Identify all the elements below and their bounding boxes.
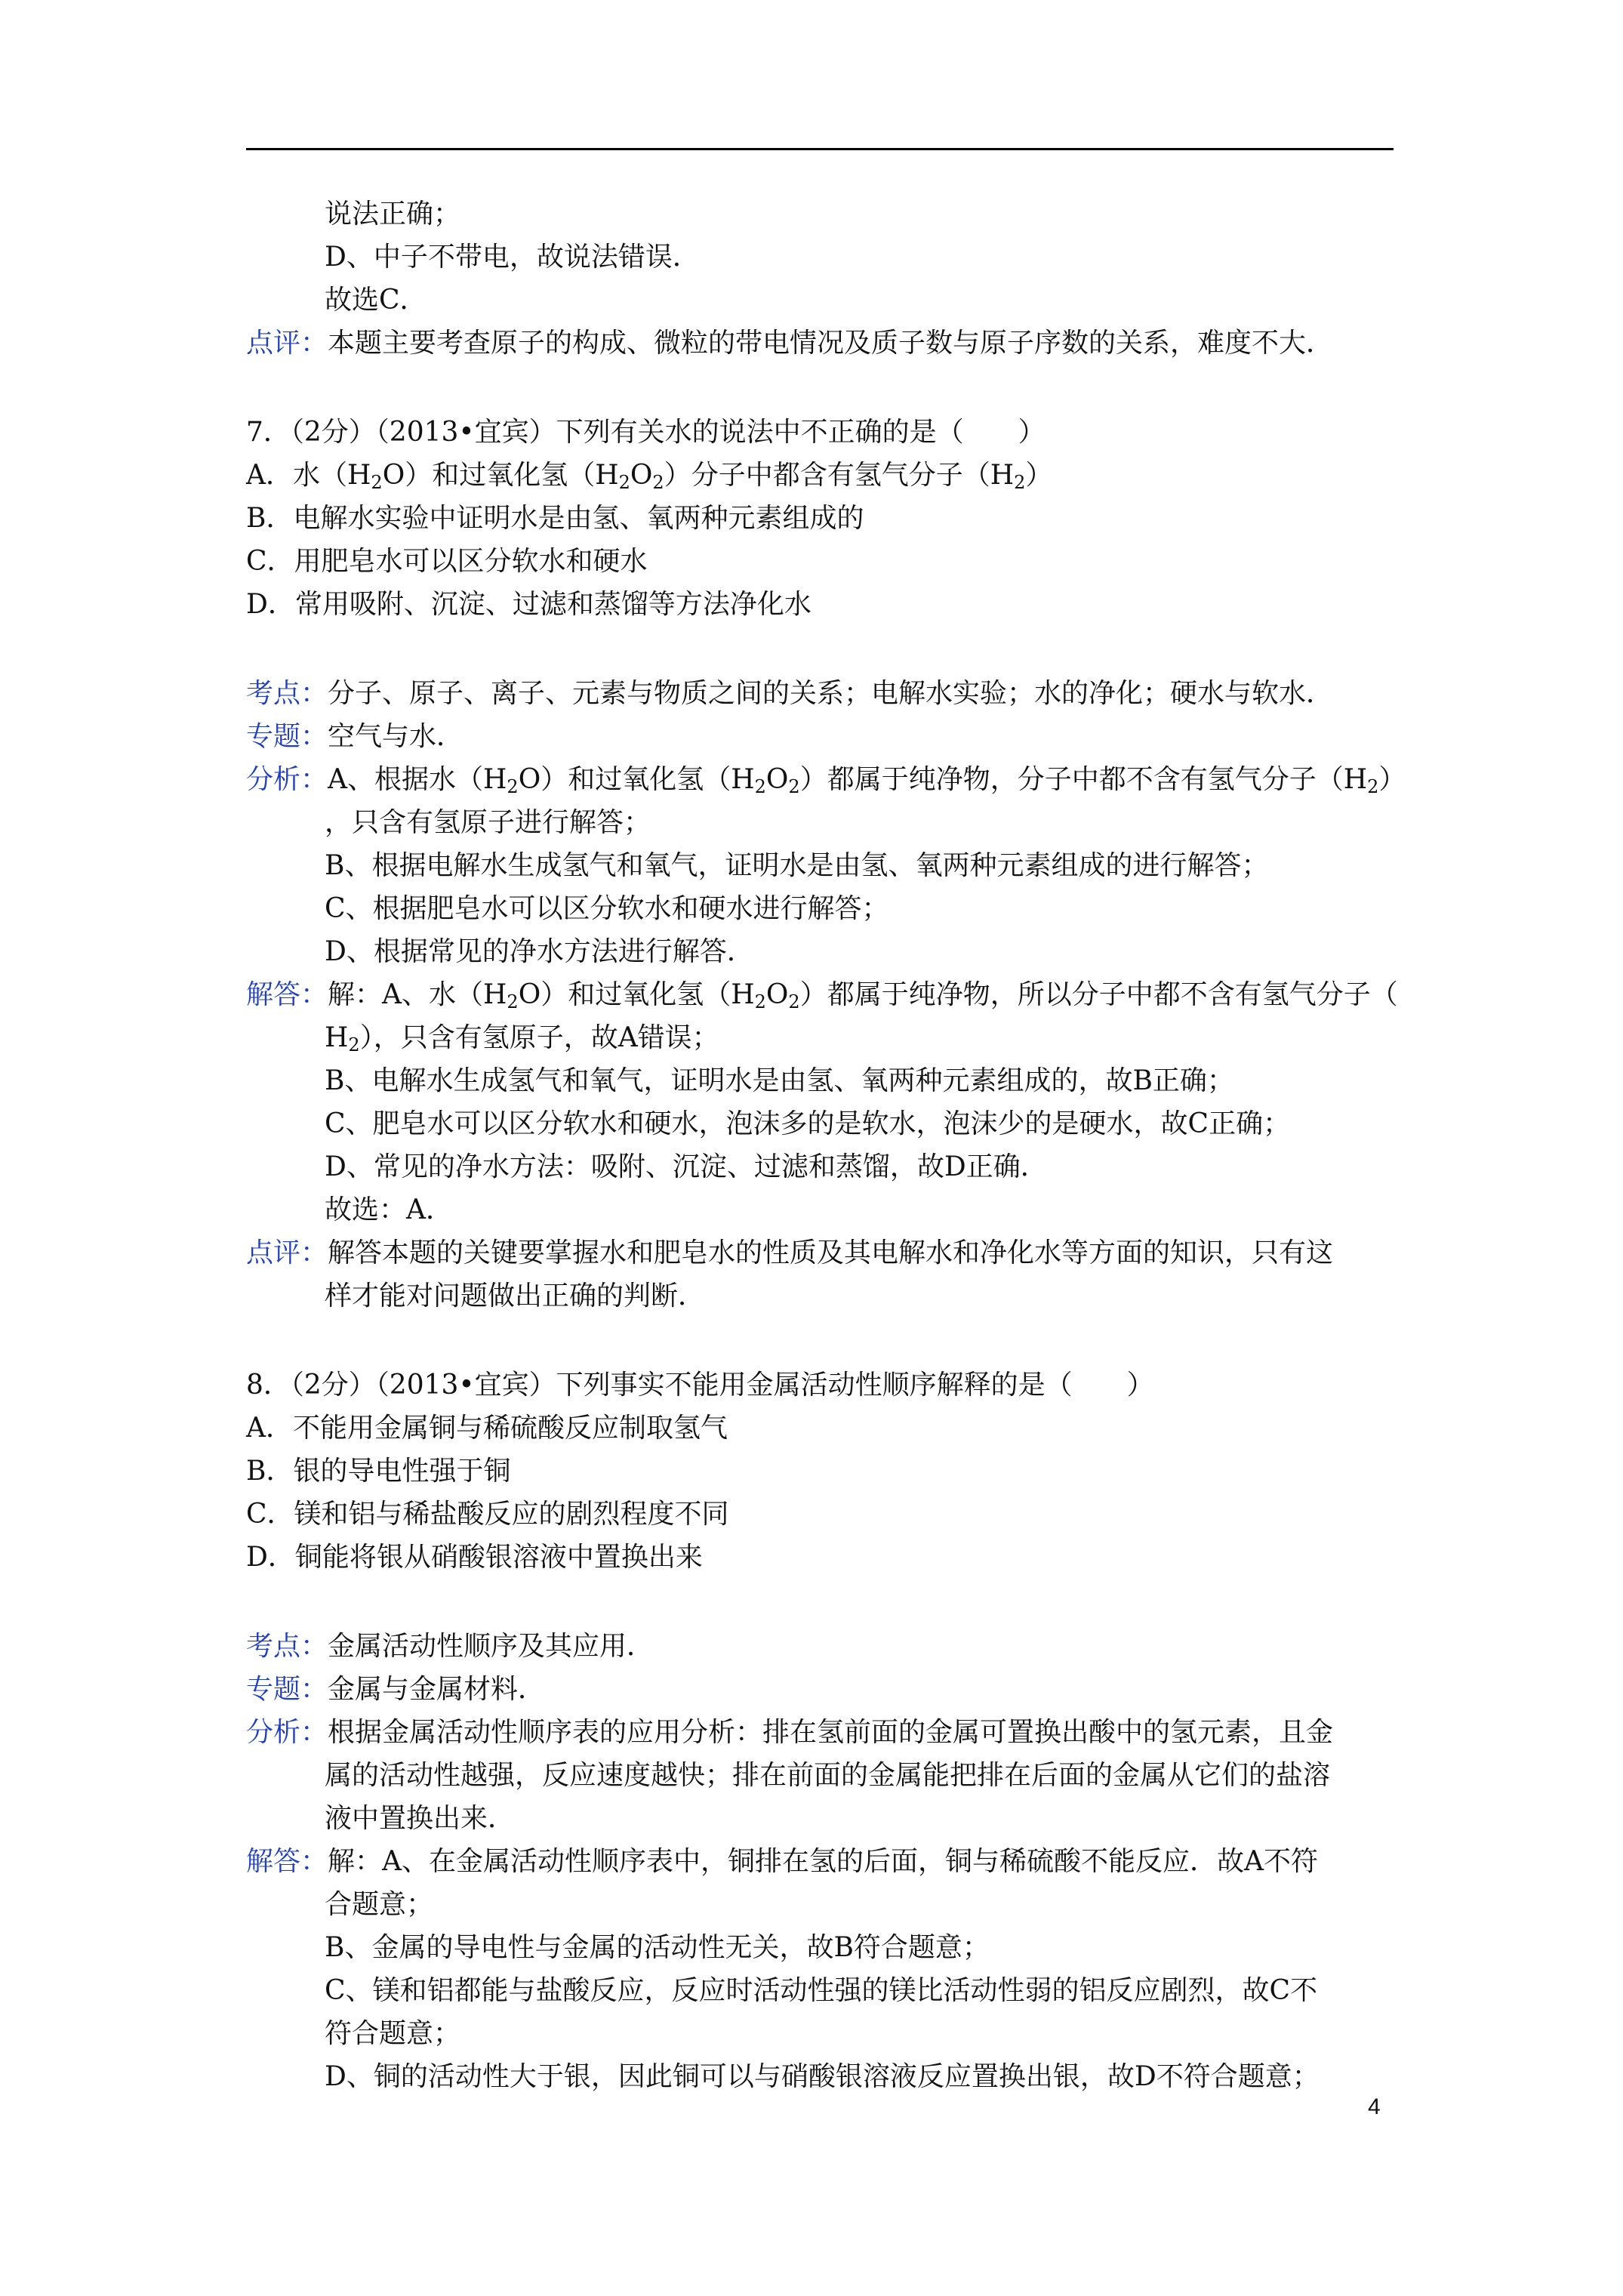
fenxi-line: D、根据常见的净水方法进行解答． (325, 936, 754, 967)
jieda-line: 故选：A． (325, 1194, 453, 1225)
zhuanti: 专题：金属与金属材料． (246, 1674, 546, 1705)
option-a: A．不能用金属铜与稀硫酸反应制取氢气 (246, 1413, 728, 1444)
review-text: 本题主要考查原子的构成、微粒的带电情况及质子数与原子序数的关系，难度不大． (328, 328, 1334, 359)
jieda-line: C、肥皂水可以区分软水和硬水，泡沫多的是软水，泡沫少的是硬水，故C正确； (325, 1108, 1291, 1139)
page-content (246, 193, 1406, 2098)
q6-line: 故选C． (325, 285, 427, 316)
option-a: A．水$(H_2O)$和过氧化氢$(H_2O_2)$分子中都含有氢气分子$(H_2)$ (246, 460, 1053, 493)
jieda-line: B、电解水生成氢气和氧气，证明水是由氢、氧两种元素组成的，故B正确； (325, 1065, 1234, 1096)
kaodian-label: 考点： (246, 1631, 328, 1662)
jieda-line: B、金属的导电性与金属的活动性无关，故B符合题意； (325, 1932, 990, 1963)
jieda-label: 解答： (246, 1846, 328, 1877)
jieda-line: D、铜的活动性大于银，因此铜可以与硝酸银溶液反应置换出银，故D不符合题意； (325, 2061, 1320, 2092)
zhuanti: 专题：空气与水． (246, 721, 464, 752)
fenxi-label: 分析： (246, 764, 328, 795)
jieda-line: D、常见的净水方法：吸附、沉淀、过滤和蒸馏，故D正确． (325, 1151, 1048, 1182)
question-stem: 7．（2分）（2013•宜宾）下列有关水的说法中不正确的是（ ） (246, 417, 1046, 448)
q6-line: D、中子不带电，故说法错误． (325, 242, 700, 273)
kaodian-label: 考点： (246, 678, 328, 709)
fenxi-label: 分析： (246, 1717, 328, 1748)
jieda-line: $H_2$），只含有氢原子，故A错误； (325, 1022, 719, 1056)
q6-review (246, 322, 1394, 365)
zhuanti-label: 专题： (246, 721, 328, 752)
dianping: 点评：解答本题的关键要掌握水和肥皂水的性质及其电解水和净化水等方面的知识，只有这 (246, 1237, 1334, 1268)
dianping-line: 样才能对问题做出正确的判断． (325, 1281, 706, 1311)
q6-line: 说法正确； (325, 199, 461, 230)
fenxi-line: 液中置换出来． (325, 1803, 516, 1834)
zhuanti-label: 专题： (246, 1674, 328, 1705)
option-b: B．银的导电性强于铜 (246, 1456, 511, 1487)
jieda-line: C、镁和铝都能与盐酸反应，反应时活动性强的镁比活动性弱的铝反应剧烈，故C不 (325, 1975, 1318, 2006)
kaodian: 考点：金属活动性顺序及其应用． (246, 1631, 654, 1662)
option-c: C．用肥皂水可以区分软水和硬水 (246, 546, 648, 577)
option-c: C．镁和铝与稀盐酸反应的剧烈程度不同 (246, 1499, 729, 1530)
fenxi-line: B、根据电解水生成氢气和氧气，证明水是由氢、氧两种元素组成的进行解答； (325, 850, 1269, 881)
page-number: 4 (1368, 2094, 1381, 2119)
option-b: B．电解水实验中证明水是由氢、氧两种元素组成的 (246, 503, 864, 534)
kaodian: 考点：分子、原子、离子、元素与物质之间的关系；电解水实验；水的净化；硬水与软水． (246, 678, 1334, 709)
jieda-line: 符合题意； (325, 2018, 461, 2049)
header-rule (246, 148, 1394, 150)
fenxi: 分析：A、根据水$(H_2O)$和过氧化氢$(H_2O_2)$都属于纯净物，分子中都不含有氢气分子$(H_2)$ (246, 764, 1406, 797)
fenxi-line: ，只含有氢原子进行解答； (325, 807, 651, 838)
jieda: 解答：解：A、在金属活动性顺序表中，铜排在氢的后面，铜与稀硫酸不能反应．故A不符 (246, 1846, 1319, 1877)
fenxi-line: C、根据肥皂水可以区分软水和硬水进行解答； (325, 893, 889, 924)
option-d: D．铜能将银从硝酸银溶液中置换出来 (246, 1542, 703, 1573)
question-stem: 8．（2分）（2013•宜宾）下列事实不能用金属活动性顺序解释的是（ ） (246, 1370, 1154, 1401)
jieda: 解答：解：A、水$(H_2O)$和过氧化氢$(H_2O_2)$都属于纯净物，所以分子中都不含有氢气分子（ (246, 979, 1398, 1012)
jieda-label: 解答： (246, 979, 328, 1010)
review-label: 点评： (246, 328, 328, 359)
jieda-line: 合题意； (325, 1889, 434, 1920)
fenxi-line: 属的活动性越强，反应速度越快；排在前面的金属能把排在后面的金属从它们的盐溶 (325, 1760, 1331, 1791)
option-d: D．常用吸附、沉淀、过滤和蒸馏等方法净化水 (246, 589, 812, 620)
fenxi: 分析：根据金属活动性顺序表的应用分析：排在氢前面的金属可置换出酸中的氢元素，且金 (246, 1717, 1334, 1748)
dianping-label: 点评： (246, 1237, 328, 1268)
